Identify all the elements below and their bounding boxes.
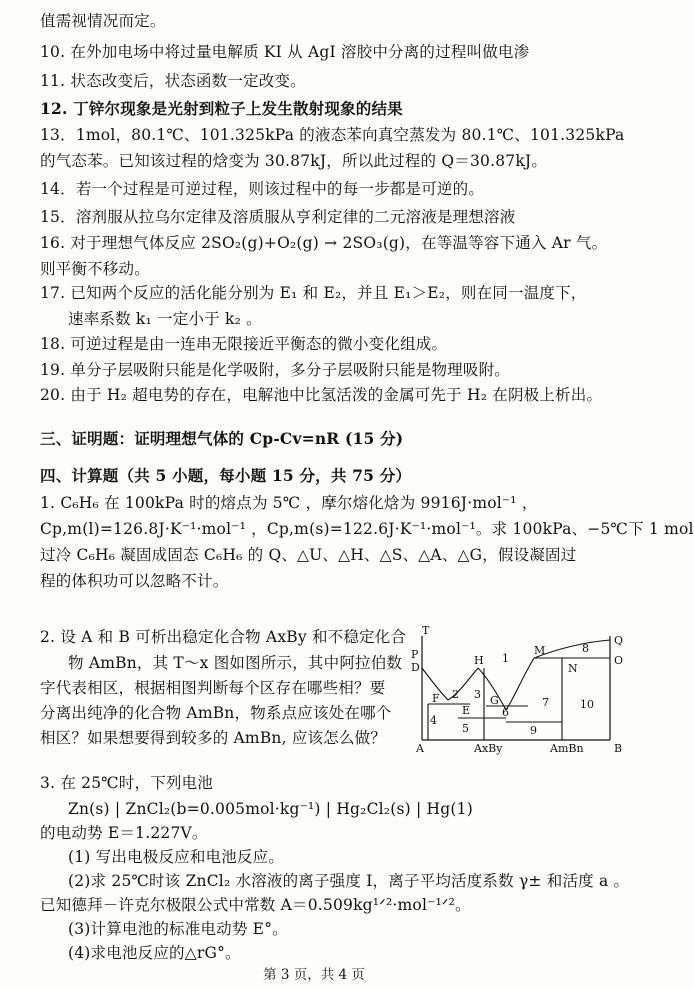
label-AmBn: AmBn [550,742,584,755]
calc-2-line5: 相区？如果想要得到较多的 AmBn, 应该怎么做？ [40,729,387,747]
label-P: P [411,648,419,661]
label-D: D [411,661,420,674]
calc-2-line4: 分离出纯净的化合物 AmBn，物系点应该处在哪个 [40,704,392,722]
region-8: 8 [582,642,589,655]
calc-3-q3: (3)计算电池的标准电动势 E°。 [68,920,288,938]
calc-1-line1: 1. C₆H₆ 在 100kPa 时的熔点为 5℃ ，摩尔熔化焓为 9916J·mol⁻¹ ， [40,494,538,512]
calc-3-cell: Zn(s) | ZnCl₂(b=0.005mol·kg⁻¹) | Hg₂Cl₂(s) | Hg(1) [68,800,473,818]
calc-1-line3: 过冷 C₆H₆ 凝固成固态 C₆H₆ 的 Q、△U、△H、△S、△A、△G，假设凝固过 [40,546,577,564]
region-5: 5 [462,722,469,735]
region-1: 1 [502,652,509,665]
region-9: 9 [530,724,537,737]
calc-3-q4: (4)求电池反应的△rG°。 [68,944,241,962]
calc-3-q2-note: 已知德拜－许克尔极限公式中常数 A＝0.509kg¹ᐟ²·mol⁻¹ᐟ²。 [40,896,471,914]
label-F: F [432,692,440,705]
item-17-line1: 17. 已知两个反应的活化能分别为 E₁ 和 E₂，并且 E₁＞E₂，则在同一温度下， [40,284,587,302]
label-G: G [490,694,499,707]
label-A: A [416,742,424,755]
calc-3-line1: 3. 在 25℃时，下列电池 [40,774,214,792]
item-14: 14．若一个过程是可逆过程，则该过程中的每一步都是可逆的。 [40,180,485,198]
item-13-line1: 13．1mol，80.1℃、101.325kPa 的液态苯向真空蒸发为 80.1℃、101.325kPa [40,126,625,144]
region-2: 2 [452,688,459,701]
section-proof: 三、证明题：证明理想气体的 Cp-Cv=nR (15 分) [40,429,404,448]
label-N: N [568,662,578,675]
item-12: 12. 丁锌尔现象是光射到粒子上发生散射现象的结果 [40,99,403,118]
item-20: 20. 由于 H₂ 超电势的存在，电解池中比氢活泼的金属可先于 H₂ 在阴极上析出。 [40,386,603,404]
region-6: 6 [502,706,509,719]
calc-2-line3: 字代表相区，根据相图判断每个区存在哪些相？要 [40,679,386,697]
item-10: 10. 在外加电场中将过量电解质 KI 从 AgI 溶胶中分离的过程叫做电渗 [40,43,530,61]
calc-1-line2: Cp,m(l)=126.8J·K⁻¹·mol⁻¹ ，Cp,m(s)=122.6J·K⁻¹·mol⁻¹。求 100kPa、−5℃下 1 mol [40,520,694,538]
item-16-line2: 则平衡不移动。 [40,260,150,278]
calc-3-q1: (1) 写出电极反应和电池反应。 [68,848,285,866]
line-continuation: 值需视情况而定。 [40,12,166,30]
item-16-line1: 16. 对于理想气体反应 2SO₂(g)+O₂(g) → 2SO₃(g)，在等温等容下通入 Ar 气。 [40,234,608,252]
label-B: B [614,742,623,755]
label-Q: Q [614,634,624,647]
region-3: 3 [474,688,481,701]
phase-diagram [410,624,626,756]
item-11: 11. 状态改变后，状态函数一定改变。 [40,72,306,90]
label-H: H [474,654,484,667]
calc-2-line2: 物 AmBn，其 T～x 图如图所示，其中阿拉伯数 [68,654,403,672]
liquidus-M-Q [534,640,610,658]
page-footer: 第 3 页，共 4 页 [263,967,365,983]
calc-1-line4: 程的体积功可以忽略不计。 [40,572,229,590]
region-4: 4 [430,714,437,727]
item-15: 15．溶剂服从拉乌尔定律及溶质服从亨利定律的二元溶液是理想溶液 [40,208,516,226]
label-O: O [614,654,624,667]
item-18: 18. 可逆过程是由一连串无限接近平衡态的微小变化组成。 [40,335,448,353]
region-7: 7 [542,696,549,709]
label-E: E [462,704,471,717]
label-AxBy: AxBy [474,742,503,755]
item-19: 19. 单分子层吸附只能是化学吸附，多分子层吸附只能是物理吸附。 [40,361,510,379]
calc-3-emf: 的电动势 E＝1.227V。 [40,824,208,842]
item-13-line2: 的气态苯。已知该过程的焓变为 30.87kJ，所以此过程的 Q＝30.87kJ。 [40,152,548,170]
calc-2-line1: 2. 设 A 和 B 可析出稳定化合物 AxBy 和不稳定化合 [40,628,407,646]
label-M: M [534,644,546,657]
liquidus-to-M [506,658,534,710]
calc-3-q2: (2)求 25℃时该 ZnCl₂ 水溶液的离子强度 I，离子平均活度系数 γ± 和活度 a 。 [68,872,630,890]
section-calc: 四、计算题（共 5 小题，每小题 15 分，共 75 分） [40,466,412,485]
region-10: 10 [580,698,594,711]
axis-T-label: T [422,624,430,637]
item-17-line2: 速率系数 k₁ 一定小于 k₂ 。 [68,310,262,328]
